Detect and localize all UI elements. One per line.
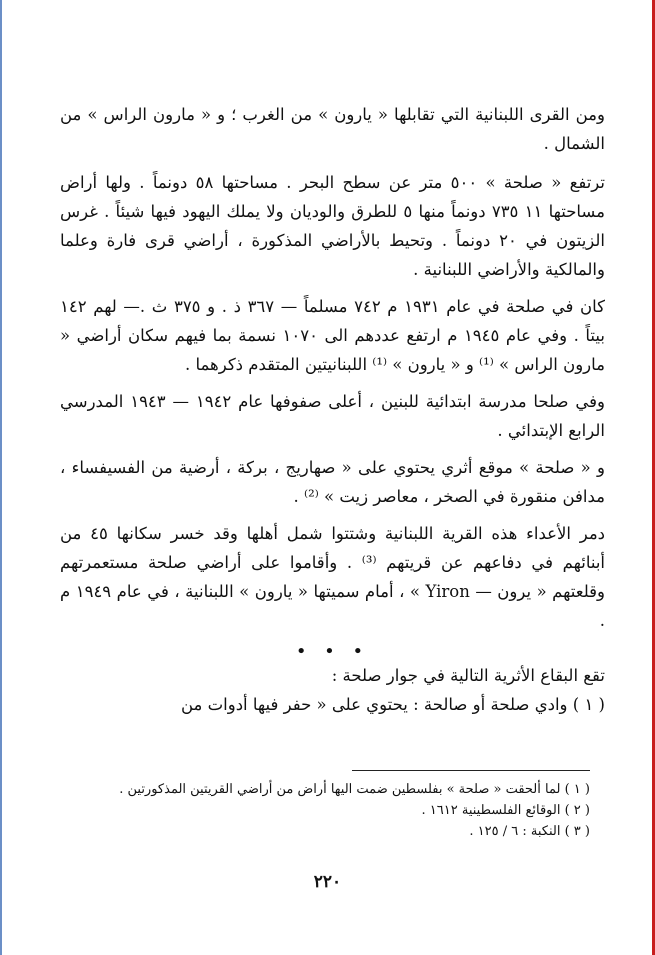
page-body [60,100,605,719]
footnote-2: ( ٢ ) الوقائع الفلسطينية ١٦١٢ . [421,803,590,818]
sites-intro: تقع البقاع الأثرية التالية في جوار صلحة : [331,666,605,685]
footnote-1: ( ١ ) لما ألحقت « صلحة » بفلسطين ضمت اليها أراض من أراضي القريتين المذكورتين . [119,782,590,797]
footnotes [120,779,590,842]
site-item-1: ( ١ ) وادي صلحة أو صالحة : يحتوي على « حفر فيها أدوات من [180,695,605,714]
section-separator: • • • [295,641,370,662]
footnote-rule [352,770,590,771]
footnote-3: ( ٣ ) النكبة : ٦ / ١٢٥ . [469,824,590,839]
paragraph-population: كان في صلحة في عام ١٩٣١ م ٧٤٢ مسلماً — ٣٦٧ ذ . و ٣٧٥ ث .— لهم ١٤٢ بيتاً . وفي عام ١٩٤٥ م ارتفع عددهم الى ١٠٧٠ نسمة بما فيهم سكان أراضي « مارون الراس » ⁽¹⁾ و « يارون » ⁽¹⁾ اللبنانيتين المتقدم ذكرهما . [60,297,605,374]
page-number: ٢٢٠ [313,872,342,892]
paragraph-villages: ومن القرى اللبنانية التي تقابلها « يارون » من الغرب ؛ و « مارون الراس » من الشمال . [60,105,605,153]
left-border [0,0,2,955]
paragraph-school: وفي صلحا مدرسة ابتدائية للبنين ، أعلى صفوفها عام ١٩٤٢ — ١٩٤٣ المدرسي الرابع الإبتدائي . [60,392,605,440]
paragraph-elevation: ترتفع « صلحة » ٥٠٠ متر عن سطح البحر . مساحتها ٥٨ دونماً . ولها أراض مساحتها ١١ ٧٣٥ دونماً منها ٥ للطرق والوديان ولا يملك اليهود فيها شيئاً . غرس الزيتون في ٢٠ دونماً . وتحيط بالأراضي المذكورة ، أراضي قرى فارة وعلما والمالكية والأراضي اللبنانية . [60,173,606,279]
paragraph-archaeology: و « صلحة » موقع أثري يحتوي على « صهاريج ، بركة ، أرضية من الفسيفساء ، مدافن منقورة في الصخر ، معاصر زيت » ⁽²⁾ . [60,458,605,506]
paragraph-destruction: دمر الأعداء هذه القرية اللبنانية وشتتوا شمل أهلها وقد خسر سكانها ٤٥ من أبنائهم في دفاعهم عن قريتهم ⁽³⁾ . وأقاموا على أراضي صلحة مستعمرتهم وقلعتهم « يرون — Yiron » ، أمام سميتها « يارون » اللبنانية ، في عام ١٩٤٩ م . [60,524,606,630]
